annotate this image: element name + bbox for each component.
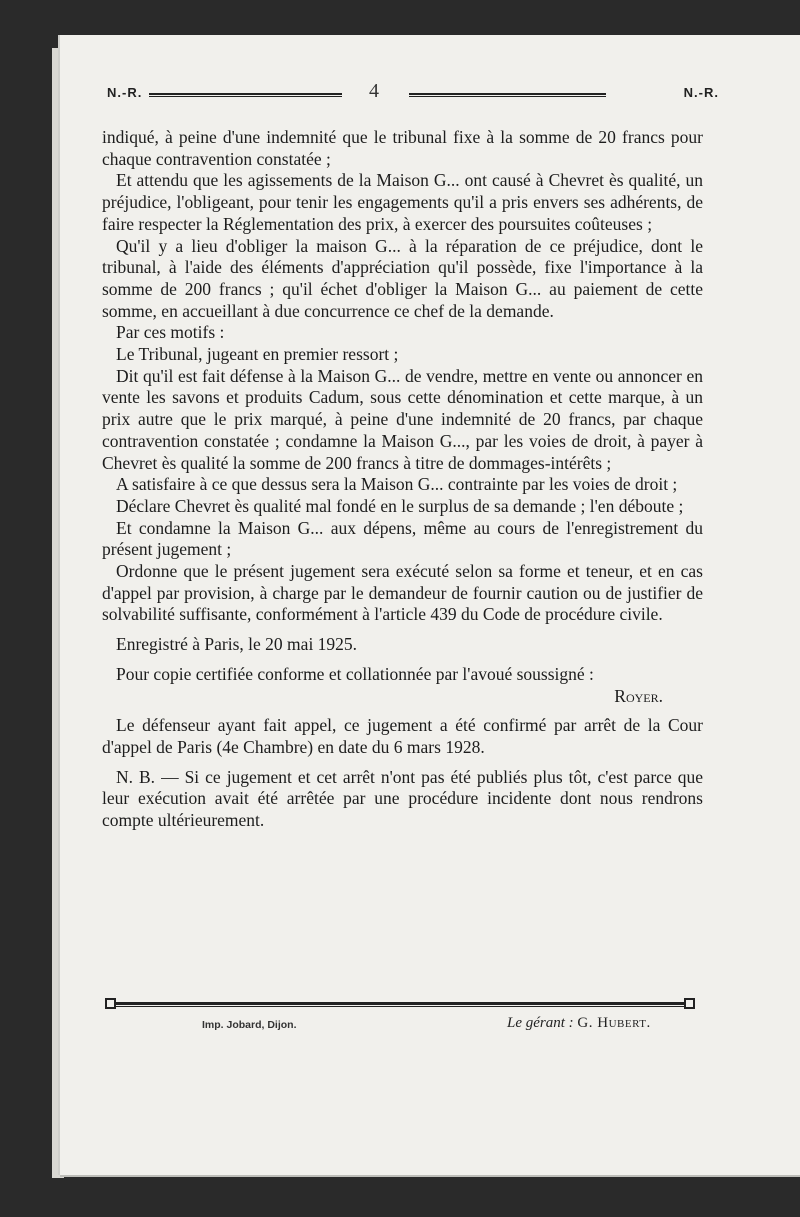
- footer-rule-left-box: [105, 998, 116, 1009]
- paragraph: Par ces motifs :: [116, 322, 225, 343]
- paragraph: Et condamne la Maison G... aux dépens, même au cours de l'enregistrement du présent jugement ;: [102, 517, 703, 560]
- paragraph: Qu'il y a lieu d'obliger la maison G... à la réparation de ce préjudice, dont le tribunal, à l'aide des éléments d'appréciation qu'il possède, fixe l'importance à la somme de 200 francs ; qu'il échet d'obliger la Maison G... au paiement de cette somme, en accueillant à due concurrence ce chef de la demande.: [102, 235, 703, 321]
- signature: Royer.: [614, 685, 663, 706]
- footer-rule-line: [115, 1002, 685, 1007]
- header-rule-right: [409, 93, 606, 97]
- paragraph: Dit qu'il est fait défense à la Maison G... de vendre, mettre en vente ou annoncer en vente les savons et produits Cadum, sous cette dénomination et cette marque, à un prix autre que le prix marqué, à peine d'une indemnité de 20 francs, par chaque contravention constatée ; condamne la Maison G..., par les voies de droit, à payer à Chevret ès qualité la somme de 200 francs à titre de dommages-intérêts ;: [102, 365, 703, 473]
- gerant-label: Le gérant :: [507, 1015, 574, 1031]
- paragraph: Ordonne que le présent jugement sera exécuté selon sa forme et teneur, et en cas d'appel par provision, à charge par le demandeur de fournir caution ou de justifier de solvabilité suffisante, conformément à l'article 439 du Code de procédure civile.: [102, 561, 703, 625]
- page-number: 4: [369, 80, 379, 102]
- page-header: [107, 82, 719, 112]
- appeal-paragraph: Le défenseur ayant fait appel, ce jugement a été confirmé par arrêt de la Cour d'appel de Paris (4e Chambre) en date du 6 mars 1928.: [102, 715, 703, 757]
- printer-credit: Imp. Jobard, Dijon.: [202, 1019, 297, 1031]
- paragraph: indiqué, à peine d'une indemnité que le tribunal fixe à la somme de 20 francs pour chaque contravention constatée ;: [102, 127, 703, 169]
- gerant-name: G. Hubert.: [577, 1015, 651, 1031]
- header-left-mark: N.-R.: [107, 85, 143, 100]
- footer-rule: [105, 998, 695, 1010]
- note-paragraph: N. B. — Si ce jugement et cet arrêt n'ont pas été publiés plus tôt, c'est parce que leur exécution avait été arrêtée par une procédure incidente dont nous rendrons compte ultérieurement.: [102, 766, 703, 831]
- paragraph: Enregistré à Paris, le 20 mai 1925.: [116, 634, 358, 655]
- document-body: [102, 127, 703, 832]
- paragraph: Le Tribunal, jugeant en premier ressort ;: [116, 344, 399, 365]
- paragraph: Et attendu que les agissements de la Maison G... ont causé à Chevret ès qualité, un préjudice, l'obligeant, pour tenir les engagements qu'il a pris envers ses adhérents, de faire respecter la Réglementation des prix, à exercer des poursuites coûteuses ;: [102, 170, 703, 234]
- paragraph: Pour copie certifiée conforme et collationnée par l'avoué soussigné :: [116, 663, 594, 684]
- paragraph: Déclare Chevret ès qualité mal fondé en le surplus de sa demande ; l'en déboute ;: [116, 495, 684, 516]
- footer-rule-right-box: [684, 998, 695, 1009]
- header-rule-left: [149, 93, 342, 97]
- gerant-line: [507, 1015, 651, 1032]
- header-right-mark: N.-R.: [683, 85, 719, 100]
- paragraph: A satisfaire à ce que dessus sera la Maison G... contrainte par les voies de droit ;: [116, 474, 678, 495]
